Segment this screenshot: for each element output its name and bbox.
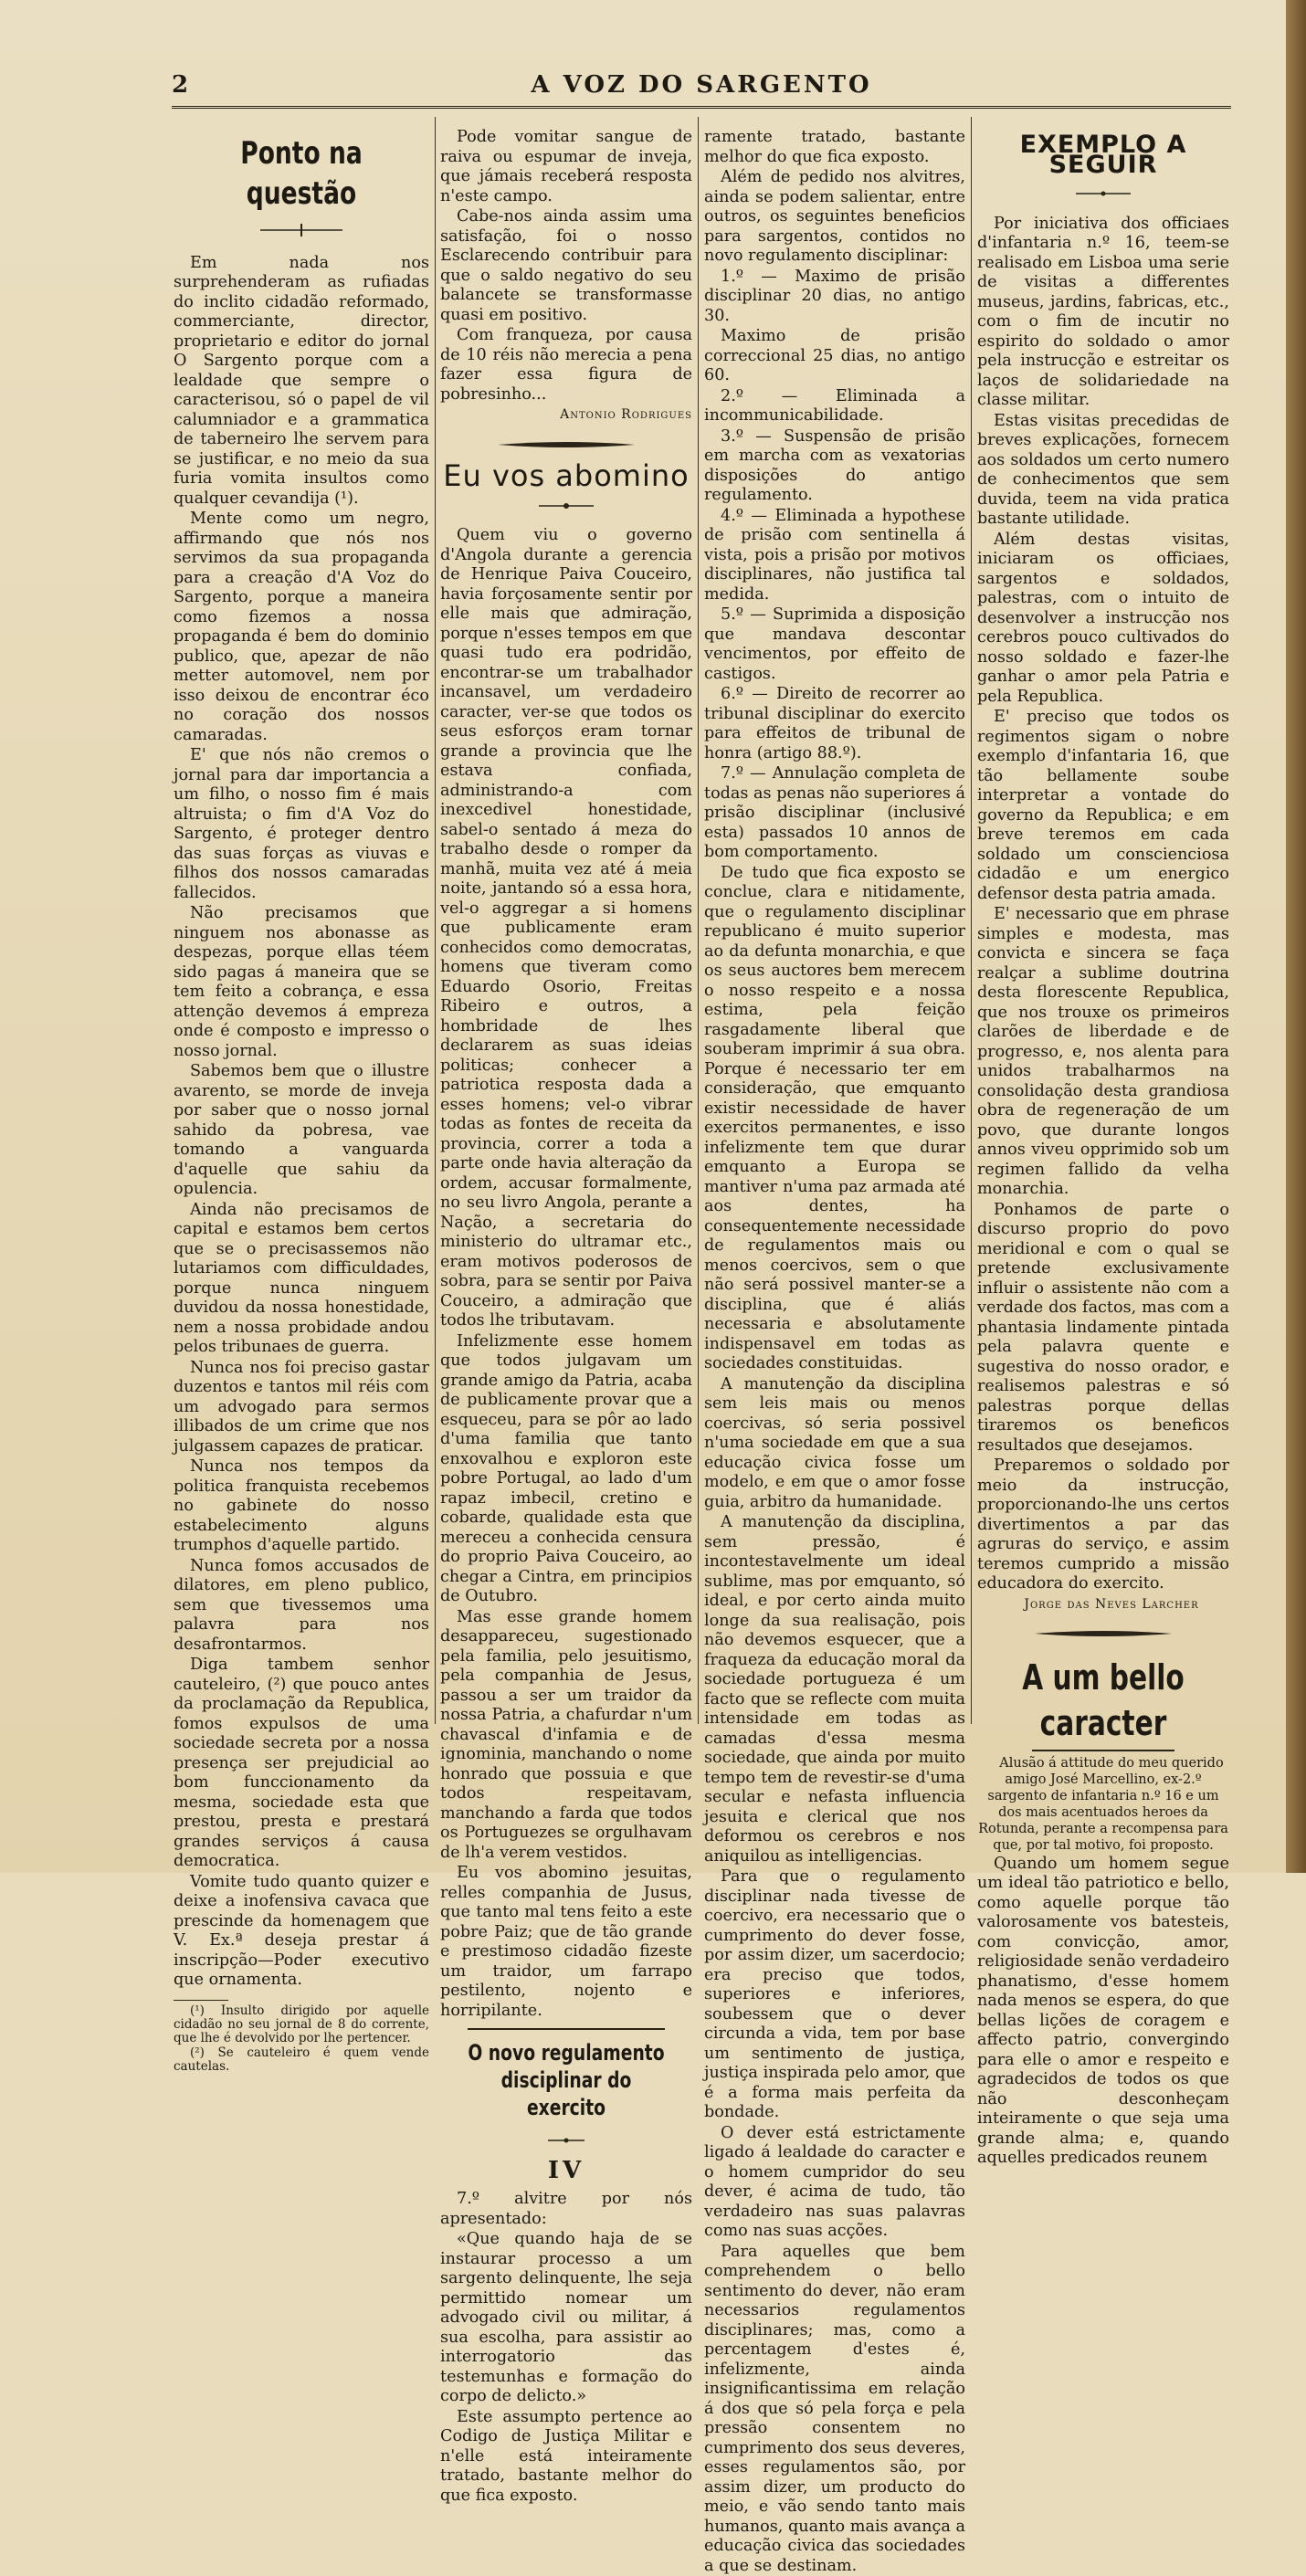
paragraph: Este assumpto pertence ao Codigo de Justiça Militar e n'elle está inteiramente tratado, bastante melhor do que fica exposto. xyxy=(440,2408,692,2507)
paragraph: Cabe-nos ainda assim uma satisfação, foi o nosso Esclarecendo contribuir para que o saldo negativo do seu balancete se transformasse quasi em positivo. xyxy=(440,207,692,325)
paragraph: Preparemos o soldado por meio da instrucção, proporcionando-lhe uns certos divertimentos a par das agruras do serviço, e assim teremos cumprido a missão educadora do exercito. xyxy=(977,1456,1229,1594)
paragraph: Diga tambem senhor cauteleiro, (²) que pouco antes da proclamação da Republica, fomos expulsos de uma sociedade secreta por a nossa presença ser prejudicial ao bom funccionamento da mesma, sociedade esta que prestou, presta e prestará grandes serviços á causa democratica. xyxy=(174,1656,429,1872)
paragraph: Estas visitas precedidas de breves explicações, fornecem aos soldados um certo numero de conhecimentos que sem duvida, teem na vida pratica bastante utilidade. xyxy=(977,412,1229,530)
column-divider xyxy=(698,117,699,1724)
paragraph: 2.º — Eliminada a incommunicabilidade. xyxy=(704,387,965,426)
paragraph: Mas esse grande homem desappareceu, sugestionado pela familia, pelo jesuitismo, pela companhia de Jesus, passou a ser um traidor da nossa Patria, a chafurdar n'um chavascal d'infamia e de ignominia, manchando o nome honrado que possuia e que todos respeitavam, manchando a farda que todos os Portuguezes se orgulhavam de lh'a verem vestidos. xyxy=(440,1608,692,1864)
paragraph: E' que nós não cremos o jornal para dar importancia a um filho, o nosso fim é mais altruista; o fim d'A Voz do Sargento, é proteger dentro das suas forças as viuvas e filhos dos nossos camaradas fallecidos. xyxy=(174,746,429,903)
article-title: EXEMPLO A SEGUIR xyxy=(977,135,1229,174)
column-2 xyxy=(440,128,692,1717)
paragraph: Quem viu o governo d'Angola durante a gerencia de Henrique Paiva Couceiro, havia forçosamente sentir por elle mais que admiração, porque n'esses tempos em que quasi tudo era podridão, encontrar-se um trabalhador incansavel, um verdadeiro caracter, ver-se que todos os seus esforços eram tornar grande a provincia que lhe estava confiada, administrando-a com inexcedivel honestidade, sabel-o sentado á meza do trabalho desde o romper da manhã, muita vez até á meia noite, jantando só a essa hora, vel-o aggregar a si homens que publicamente eram conhecidos como democratas, homens que tiveram como Eduardo Osorio, Freitas Ribeiro e outros, a hombridade de lhes declararem as suas ideias politicas; conhecer a patriotica resposta dada a esses homens; vel-o vibrar todas as fontes de receita da provincia, correr a toda a parte onde havia alteração da ordem, accusar formalmente, no seu livro Angola, perante a Nação, a secretaria do ministerio do ultramar etc., eram motivos poderosos de sobra, para se sentir por Paiva Couceiro, a admiração que todos lhe tributavam. xyxy=(440,526,692,1331)
paragraph: Para que o regulamento disciplinar nada tivesse de coercivo, era necessario que o cumprimento do dever fosse, por assim dizer, um sacerdocio; era preciso que todos, superiores e inferiores, soubessem que o dever circunda a vida, tem por base um sentimento de justiça, justiça inspirada pelo amor, que é a forma mais perfeita da bondade. xyxy=(704,1867,965,2123)
paragraph: Sabemos bem que o illustre avarento, se morde de inveja por saber que o nosso jornal sahido da pobresa, vae tomando a vanguarda d'aquelle que sahiu da opulencia. xyxy=(174,1062,429,1200)
paragraph: Vomite tudo quanto quizer e deixe a inofensiva cavaca que prescinde da homenagem que V. Ex.ª deseja prestar á inscripção—Poder executivo que ornamenta. xyxy=(174,1873,429,1991)
ornament-divider xyxy=(440,435,692,455)
paragraph: 4.º — Eliminada a hypothese de prisão com sentinella á vista, pois a prisão por motivos disciplinares, não justifica tal medida. xyxy=(704,507,965,605)
paragraph: Para aquelles que bem comprehendem o bello sentimento do dever, não eram necessarios regulamentos disciplinares; mas, como a percentagem d'estes é, infelizmente, ainda insignificantissima em relação á dos que só pela força e pela pressão consentem no cumprimento dos seus deveres, esses regulamentos são, por assim dizer, um producto do meio, e vão sendo tanto mais humanos, quanto mais avança a educação civica das sociedades a que se destinam. xyxy=(704,2243,965,2576)
paragraph: Ponhamos de parte o discurso proprio do povo meridional e com o qual se pretende exclusivamente influir o assistente não com a verdade dos factos, mas com a phantasia lindamente pintada pela palavra quente e sugestiva do nosso orador, e realisemos palestras e só palestras porque dellas tiraremos os beneficos resultados que desejamos. xyxy=(977,1201,1229,1456)
ornament-divider xyxy=(440,2130,692,2150)
article-title: Eu vos abomino xyxy=(440,467,692,487)
paragraph: Infelizmente esse homem que todos julgavam um grande amigo da Patria, acaba de publicamente provar que a esqueceu, para se pôr ao lado d'uma familia que tanto enxovalhou e exploron este pobre Portugal, ao lado d'um rapaz imbecil, cretino e cobarde, qualidade esta que mereceu a conhecida censura do proprio Paiva Couceiro, ao chegar a Cintra, em principios de Outubro. xyxy=(440,1332,692,1607)
ornament-divider xyxy=(174,223,429,243)
column-divider xyxy=(435,117,436,1724)
column-divider xyxy=(971,117,972,1724)
column-3 xyxy=(704,128,965,1717)
paragraph: Quando um homem segue um ideal tão patriotico e bello, como aquelle porque tão valorosamente vos batesteis, com convicção, amor, religiosidade senão verdadeiro phanatismo, d'esse homem nada menos se espera, do que bellas lições de coragem e affecto patrio, convergindo para elle o amor e respeito e agradecidos de todos os que não desconheçam inteiramente o que seja uma grande alma; e, quando aquelles predicados reunem xyxy=(977,1855,1229,2169)
section-number: IV xyxy=(440,2161,692,2182)
paragraph: Não precisamos que ninguem nos abonasse as despezas, porque ellas téem sido pagas á maneira que se tem feito a cobrança, e essa attenção devemos á empreza onde é composto e impresso o nosso jornal. xyxy=(174,904,429,1061)
column-4 xyxy=(977,128,1229,1717)
ornament-divider xyxy=(440,496,692,516)
paragraph: 5.º — Suprimida a disposição que mandava descontar vencimentos, por effeito de castigos. xyxy=(704,605,965,684)
paragraph: «Que quando haja de se instaurar processo a um sargento delinquente, lhe seja permittido nomear um advogado civil ou militar, á sua escolha, para assistir ao interrogatorio das testemunhas e formação do corpo de delicto.» xyxy=(440,2230,692,2407)
paragraph: Nunca nos tempos da politica franquista recebemos no gabinete do nosso estabelecimento alguns trumphos d'aquelle partido. xyxy=(174,1457,429,1556)
column-1 xyxy=(174,128,429,1717)
paragraph: 7.º — Annulação completa de todas as penas não superiores á prisão disciplinar (inclusivé esta) passados 10 annos de bom comportamento. xyxy=(704,764,965,863)
paragraph: Nunca nos foi preciso gastar duzentos e tantos mil réis com um advogado para sermos illibados de um crime que nos julgassem capazes de praticar. xyxy=(174,1359,429,1457)
paragraph: Ainda não precisamos de capital e estamos bem certos que se o precisassemos não lutariamos com difficuldades, porque nunca ninguem duvidou da nossa honestidade, nem a nossa probidade andou pelos tribunaes de guerra. xyxy=(174,1201,429,1358)
ornament-divider xyxy=(977,1624,1229,1644)
dedication-note: Alusão á attitude do meu querido amigo José Marcellino, ex-2.º sargento de infantaria n.º 16 e um dos mais acentuados heroes da Rotunda, perante a recompensa para que, por tal motivo, foi proposto. xyxy=(977,1755,1229,1854)
ornament-icon xyxy=(498,441,635,448)
paragraph: 3.º — Suspensão de prisão em marcha com as vexatorias disposições do antigo regulamento. xyxy=(704,427,965,506)
page-header xyxy=(172,68,1231,109)
footnote-rule xyxy=(174,2000,228,2001)
paragraph: E' preciso que todos os regimentos sigam o nobre exemplo d'infantaria 16, que tão bellamente soube interpretar a vontade do governo da Republica; e em breve teremos em cada soldado um conscienciosa cidadão e um energico defensor desta patria amada. xyxy=(977,708,1229,904)
author-signature: Jorge das Neves Larcher xyxy=(977,1595,1229,1615)
article-title: A um bello caracter xyxy=(1005,1655,1201,1746)
ornament-icon xyxy=(260,224,342,237)
paragraph: Eu vos abomino jesuitas, relles companhia de Jusus, que tanto mal tens feito a este pobre Paiz; que de tão grande e prestimoso cidadão fizeste um traidor, um farrapo pestilento, nojento e horripilante. xyxy=(440,1864,692,2021)
paragraph: A manutenção da disciplina, sem pressão, é incontestavelmente um ideal sublime, mas por emquanto, só ideal, e por certo ainda muito longe da sua realisação, pois não devemos esquecer, que a fraqueza da educação moral da sociedade portugueza é um facto que se reflecte com muita intensidade em todas as camadas d'essa mesma sociedade, que ainda por muito tempo tem de revestir-se d'uma secular e nefasta influencia jesuita e clerical que nos deformou os cerebros e nos aniquilou as intelligencias. xyxy=(704,1513,965,1866)
article-title: Ponto na questão xyxy=(202,133,401,214)
paragraph: 1.º — Maximo de prisão disciplinar 20 dias, no antigo 30. xyxy=(704,268,965,327)
page-edge xyxy=(1286,0,1306,1873)
paragraph: Em nada nos surprehenderam as rufiadas do inclito cidadão reformado, commerciante, director, proprietario e editor do jornal O Sargento porque com a lealdade que sempre o caracterisou, só o papel de vil calumniador e a grammatica de taberneiro lhe servem para se justificar, e no meio da sua furia vomita insultos como qualquer cevandija (¹). xyxy=(174,254,429,510)
footnote: (¹) Insulto dirigido por aquelle cidadão no seu jornal de 8 do corrente, que lhe é devolvido por lhe pertencer. xyxy=(174,2004,429,2045)
article-title: O novo regulamento disciplinar do exercito xyxy=(468,2039,664,2121)
paragraph: A manutenção da disciplina sem leis mais ou menos coercivas, só seria possivel n'uma sociedade em que a sua educação civica fosse um modelo, e em que o amor fosse guia, arbitro da humanidade. xyxy=(704,1375,965,1513)
paragraph: Além de pedido nos alvitres, ainda se podem salientar, entre outros, os seguintes beneficios para sargentos, contidos no novo regulamento disciplinar: xyxy=(704,168,965,267)
paragraph: E' necessario que em phrase simples e modesta, mas convicta e sincera se faça realçar a sublime doutrina desta florescente Republica, que nos trouxe os primeiros clarões de liberdade e de progresso, e, nos alenta para unidos trabalharmos na consolidação desta grandiosa obra de regeneração de um povo, que durante longos annos viveu opprimido sob um regimen fallido da velha monarchia. xyxy=(977,905,1229,1200)
author-signature: Antonio Rodrigues xyxy=(440,405,692,426)
section-divider xyxy=(1032,1750,1174,1751)
section-divider xyxy=(468,2028,665,2030)
paragraph: Mente como um negro, affirmando que nós nos servimos da sua propaganda para a creação d'A Voz do Sargento, porque a maneira como fizemos a nossa propaganda é bem do dominio publico, que, apezar de não metter automovel, nem por isso deixou de encontrar éco no coração dos nossos camaradas. xyxy=(174,510,429,745)
paragraph: Com franqueza, por causa de 10 réis não merecia a pena fazer essa figura de pobresinho... xyxy=(440,326,692,405)
paragraph: ramente tratado, bastante melhor do que fica exposto. xyxy=(704,128,965,167)
ornament-divider xyxy=(977,184,1229,204)
ornament-icon xyxy=(1035,1630,1172,1637)
paragraph: Maximo de prisão correccional 25 dias, no antigo 60. xyxy=(704,327,965,386)
paragraph: Nunca fomos accusados de dilatores, em pleno publico, sem que tivessemos uma palavra para nos desafrontarmos. xyxy=(174,1557,429,1656)
paragraph: Pode vomitar sangue de raiva ou espumar de inveja, que jámais receberá resposta n'este campo. xyxy=(440,128,692,206)
paragraph: De tudo que fica exposto se conclue, clara e nitidamente, que o regulamento disciplinar republicano é muito superior ao da defunta monarchia, e que os seus auctores bem merecem o nosso respeito e a nossa estima, pela feição rasgadamente liberal que souberam imprimir á sua obra. Porque é necessario ter em consideração, que emquanto existir necessidade de haver exercitos permanentes, e isso infelizmente tem que durar emquanto a Europa se mantiver n'uma paz armada até aos dentes, ha consequentemente necessidade de regulamentos mais ou menos coercivos, sem o que não será possivel manter-se a disciplina, que é aliás necessaria e absolutamente indispensavel em todas as sociedades constituidas. xyxy=(704,864,965,1374)
ornament-icon xyxy=(1076,190,1131,197)
paragraph: 7.º alvitre por nós apresentado: xyxy=(440,2190,692,2229)
masthead-title: A VOZ DO SARGENTO xyxy=(172,71,1231,99)
paragraph: Por iniciativa dos officiaes d'infantaria n.º 16, teem-se realisado em Lisboa uma serie de visitas a differentes museus, jardins, fabricas, etc., com o fim de incutir no espirito do soldado o amor pela instrucção e estreitar os laços de solidariedade na classe militar. xyxy=(977,215,1229,411)
paragraph: 6.º — Direito de recorrer ao tribunal disciplinar do exercito para effeitos de tribunal de honra (artigo 88.º). xyxy=(704,685,965,763)
paragraph: O dever está estrictamente ligado á lealdade do caracter e o homem cumpridor do seu dever, é acima de tudo, tão verdadeiro nas suas palavras como nas suas acções. xyxy=(704,2124,965,2242)
page-number: 2 xyxy=(172,71,188,99)
paragraph: Além destas visitas, iniciaram os officiaes, sargentos e soldados, palestras, com o intuito de desenvolver a instrucção nos cerebros pouco cultivados do nosso soldado e fazer-lhe ganhar o amor pela Patria e pela Republica. xyxy=(977,531,1229,708)
ornament-icon xyxy=(539,502,594,510)
ornament-icon xyxy=(548,2137,585,2144)
footnote: (²) Se cauteleiro é quem vende cautelas. xyxy=(174,2046,429,2074)
